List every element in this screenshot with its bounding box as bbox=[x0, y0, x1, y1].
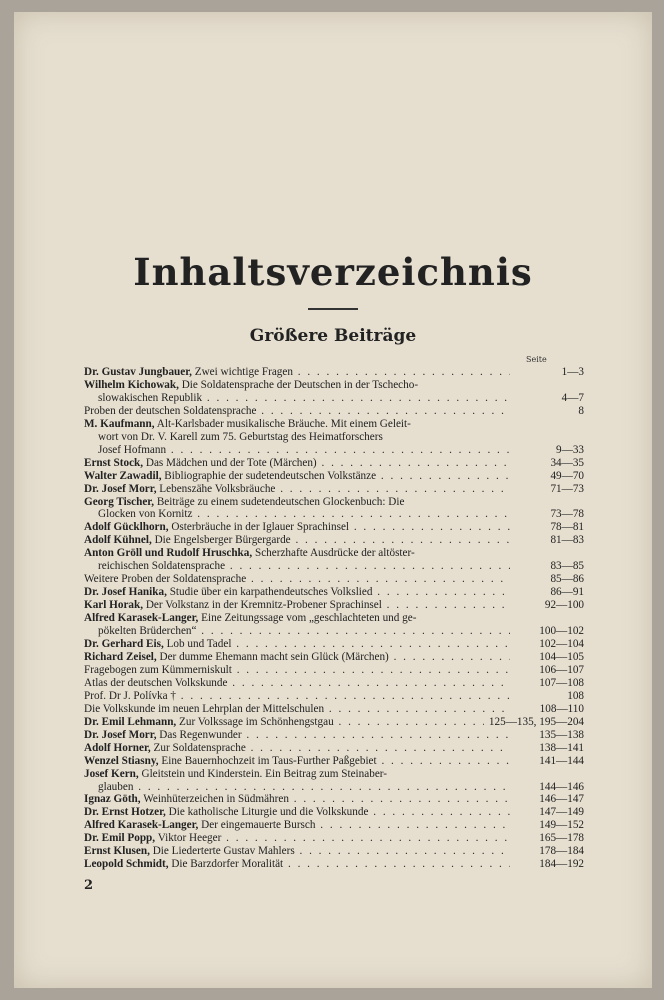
toc-entry-pages: 144—146 bbox=[539, 780, 584, 793]
toc-entry-line bbox=[84, 573, 510, 586]
toc-entry-title: Die Volkskunde im neuen Lehrplan der Mittelschulen bbox=[84, 702, 325, 715]
toc-entry-author: Dr. Emil Lehmann, bbox=[84, 715, 177, 728]
toc-entry-line bbox=[84, 664, 510, 677]
toc-entry-title: Die Engelsberger Bürgergarde bbox=[154, 534, 291, 547]
toc-entry-line bbox=[84, 521, 510, 534]
toc-entry-author: Ernst Stock, bbox=[84, 456, 144, 469]
toc-entry-line bbox=[84, 599, 510, 612]
toc-entry-line bbox=[84, 845, 510, 858]
toc-entry-author: Richard Zeisel, bbox=[84, 650, 157, 663]
toc-entry-text bbox=[84, 470, 510, 483]
toc-entry-pages: 34—35 bbox=[550, 456, 584, 469]
toc-entry-line bbox=[84, 768, 510, 781]
toc-entry-title: Zur Soldatensprache bbox=[153, 741, 246, 754]
toc-entry-text bbox=[84, 638, 510, 651]
toc-entry-pages: 141—144 bbox=[539, 754, 584, 767]
toc-entry bbox=[84, 729, 584, 742]
title-divider bbox=[308, 308, 358, 310]
toc-entry-text bbox=[84, 379, 510, 405]
toc-entry-text bbox=[84, 496, 510, 522]
toc-entry-text bbox=[84, 599, 510, 612]
toc-entry-title: Das Regenwunder bbox=[159, 728, 242, 741]
toc-entry-pages: 184—192 bbox=[539, 858, 584, 871]
toc-entry-title: Der dumme Ehemann macht sein Glück (Märchen) bbox=[159, 650, 389, 663]
toc-entry-title: Die katholische Liturgie und die Volkskunde bbox=[168, 806, 369, 819]
toc-entry-text bbox=[84, 742, 510, 755]
toc-entry-title: Lob und Tadel bbox=[166, 638, 232, 651]
toc-entry-title: Lebenszähe Volksbräuche bbox=[159, 482, 276, 495]
toc-entry-pages: 102—104 bbox=[539, 638, 584, 651]
toc-entry-author: Anton Gröll und Rudolf Hruschka, bbox=[84, 547, 253, 560]
toc-entry-title: glauben bbox=[98, 780, 134, 793]
toc-entry-line bbox=[84, 781, 510, 794]
toc-entry bbox=[84, 651, 584, 664]
toc-entry-title: wort von Dr. V. Karell zum 75. Geburtstag des Heimatforschers bbox=[98, 430, 383, 443]
toc-entry bbox=[84, 742, 584, 755]
toc-entry-title: Weinhüterzeichen in Südmähren bbox=[143, 793, 289, 806]
toc-entry-text bbox=[84, 755, 510, 768]
page-title: Inhaltsverzeichnis bbox=[133, 250, 533, 294]
toc-entry-text bbox=[84, 716, 484, 729]
page-number: 2 bbox=[84, 878, 94, 893]
toc-entry-author: Karl Horak, bbox=[84, 599, 144, 612]
toc-entry-line bbox=[84, 431, 510, 444]
toc-entry-author: Adolf Kühnel, bbox=[84, 534, 152, 547]
toc-entry-line bbox=[84, 651, 510, 664]
toc-entry-title: Das Mädchen und der Tote (Märchen) bbox=[145, 456, 317, 469]
toc-entry-author: Adolf Horner, bbox=[84, 741, 151, 754]
toc-entry-pages: 146—147 bbox=[539, 793, 584, 806]
toc-entry-author: Josef Kern, bbox=[84, 767, 139, 780]
toc-entry bbox=[84, 858, 584, 871]
toc-entry bbox=[84, 366, 584, 379]
toc-entry-line bbox=[84, 729, 510, 742]
toc-entry-author: Wenzel Stiasny, bbox=[84, 754, 159, 767]
toc-entry bbox=[84, 677, 584, 690]
toc-entry-line bbox=[84, 496, 510, 509]
toc-entry-line bbox=[84, 470, 510, 483]
toc-entry-text bbox=[84, 703, 510, 716]
toc-entry-author: M. Kaufmann, bbox=[84, 417, 155, 430]
toc-entry-line bbox=[84, 638, 510, 651]
toc-entry-pages: 1—3 bbox=[561, 366, 584, 378]
toc-entry-author: Ernst Klusen, bbox=[84, 845, 150, 858]
toc-entry-text bbox=[84, 586, 510, 599]
toc-entry-title: pökelten Brüderchen“ bbox=[98, 625, 197, 638]
toc-entry-title: Gleitstein und Kinderstein. Ein Beitrag zum Steinaber- bbox=[141, 767, 388, 780]
toc-entry-text bbox=[84, 806, 510, 819]
toc-entry-text bbox=[84, 418, 510, 457]
toc-entry-pages: 9—33 bbox=[556, 443, 584, 456]
toc-entry-line bbox=[84, 508, 510, 521]
toc-entry-line bbox=[84, 858, 510, 871]
toc-entry-line bbox=[84, 547, 510, 560]
toc-entry-pages: 4—7 bbox=[561, 391, 584, 404]
toc-entry-text bbox=[84, 664, 510, 677]
toc-entry-pages: 92—100 bbox=[544, 599, 584, 612]
toc-entry bbox=[84, 806, 584, 819]
toc-entry-text bbox=[84, 483, 510, 496]
toc-entry-pages: 78—81 bbox=[550, 521, 584, 534]
toc-entry-line bbox=[84, 366, 510, 379]
toc-entry-line bbox=[84, 716, 484, 729]
toc-entry bbox=[84, 547, 584, 573]
toc-entry bbox=[84, 379, 584, 405]
toc-entry-pages: 135—138 bbox=[539, 728, 584, 741]
toc-entry-title: Alt-Karlsbader musikalische Bräuche. Mit einem Geleit- bbox=[156, 417, 411, 430]
toc-entry-author: Dr. Josef Hanika, bbox=[84, 586, 167, 599]
toc-entry-title: Fragebogen zum Kümmerniskult bbox=[84, 663, 232, 676]
toc-entry-title: Die Soldatensprache der Deutschen in der Tschecho- bbox=[181, 378, 419, 391]
toc-entry bbox=[84, 832, 584, 845]
toc-entry-title: Bibliographie der sudetendeutschen Volkstänze bbox=[164, 469, 377, 482]
toc-entry-title: reichischen Soldatensprache bbox=[98, 560, 226, 573]
toc-entry-text bbox=[84, 793, 510, 806]
toc-entry-text bbox=[84, 405, 510, 418]
toc-entry-title: Der eingemauerte Bursch bbox=[201, 819, 316, 832]
toc-entry-title: Studie über ein karpathendeutsches Volkslied bbox=[169, 586, 373, 599]
toc-entry-text bbox=[84, 845, 510, 858]
toc-entry-line bbox=[84, 625, 510, 638]
toc-entry-line bbox=[84, 379, 510, 392]
toc-entry-pages: 107—108 bbox=[539, 676, 584, 689]
toc-entry bbox=[84, 457, 584, 470]
toc-entry-title: Atlas der deutschen Volkskunde bbox=[84, 676, 228, 689]
toc-entry-title: Viktor Heeger bbox=[157, 832, 222, 845]
toc-entry-line bbox=[84, 534, 510, 547]
toc-entry-text bbox=[84, 768, 510, 794]
toc-entry-text bbox=[84, 651, 510, 664]
toc-entry-pages: 125—135, 195—204 bbox=[488, 715, 584, 728]
toc-entry bbox=[84, 716, 584, 729]
toc-entry-pages: 178—184 bbox=[539, 845, 584, 858]
toc-entry-line bbox=[84, 755, 510, 768]
toc-entry-line bbox=[84, 832, 510, 845]
toc-entry-line bbox=[84, 444, 510, 457]
toc-entry-title: Zwei wichtige Fragen bbox=[194, 366, 293, 378]
toc-entry-line bbox=[84, 612, 510, 625]
toc-entry-pages: 100—102 bbox=[539, 625, 584, 638]
toc-entry bbox=[84, 819, 584, 832]
toc-entry-text bbox=[84, 521, 510, 534]
toc-entry bbox=[84, 755, 584, 768]
toc-entry-title: Eine Bauernhochzeit im Taus-Further Paßgebiet bbox=[161, 754, 377, 767]
toc-entry bbox=[84, 483, 584, 496]
toc-entry bbox=[84, 418, 584, 457]
toc-entry bbox=[84, 703, 584, 716]
toc-entry-author: Dr. Ernst Hotzer, bbox=[84, 806, 166, 819]
toc-entry bbox=[84, 496, 584, 522]
toc-entry-author: Ignaz Göth, bbox=[84, 793, 141, 806]
toc-entry bbox=[84, 612, 584, 638]
toc-entry bbox=[84, 573, 584, 586]
toc-entry bbox=[84, 690, 584, 703]
toc-entry-text bbox=[84, 457, 510, 470]
toc-entry-author: Walter Zawadil, bbox=[84, 469, 162, 482]
toc-entry-title: Der Volkstanz in der Kremnitz-Probener Sprachinsel bbox=[145, 599, 382, 612]
toc-entry-author: Alfred Karasek-Langer, bbox=[84, 612, 199, 625]
toc-entry-pages: 147—149 bbox=[539, 806, 584, 819]
section-heading: Größere Beiträge bbox=[249, 326, 417, 346]
toc-entry-line bbox=[84, 793, 510, 806]
toc-entry-author: Dr. Josef Morr, bbox=[84, 482, 157, 495]
toc-entry-title: Die Barzdorfer Moralität bbox=[171, 858, 284, 871]
toc-entry-text bbox=[84, 534, 510, 547]
toc-entry-pages: 108—110 bbox=[539, 702, 584, 715]
toc-entry-pages: 108 bbox=[567, 689, 584, 702]
toc-entry-title: Weitere Proben der Soldatensprache bbox=[84, 573, 247, 586]
toc-entry-line bbox=[84, 703, 510, 716]
toc-entry-pages: 8 bbox=[578, 404, 584, 417]
page-column-label: Seite bbox=[526, 355, 547, 364]
toc-entry-author: Dr. Emil Popp, bbox=[84, 832, 156, 845]
toc-entry-author: Alfred Karasek-Langer, bbox=[84, 819, 199, 832]
toc-entry-author: Dr. Josef Morr, bbox=[84, 728, 157, 741]
toc-entry bbox=[84, 768, 584, 794]
toc-entry-author: Adolf Gücklhorn, bbox=[84, 521, 169, 534]
toc-entry bbox=[84, 470, 584, 483]
toc-entry-line bbox=[84, 418, 510, 431]
toc-entry-pages: 73—78 bbox=[550, 508, 584, 521]
toc-entry-pages: 149—152 bbox=[539, 819, 584, 832]
toc-entry-title: Prof. Dr J. Polívka † bbox=[84, 689, 176, 702]
toc-entry bbox=[84, 638, 584, 651]
toc-entry-title: Proben der deutschen Soldatensprache bbox=[84, 404, 257, 417]
toc-entry-pages: 81—83 bbox=[550, 534, 584, 547]
toc-entry-title: Scherzhafte Ausdrücke der altöster- bbox=[254, 547, 415, 560]
toc-entry-pages: 138—141 bbox=[539, 741, 584, 754]
toc-entry-author: Dr. Gerhard Eis, bbox=[84, 638, 164, 651]
toc-entry bbox=[84, 599, 584, 612]
toc-entry-line bbox=[84, 819, 510, 832]
toc-entry-line bbox=[84, 392, 510, 405]
toc-entry-pages: 71—73 bbox=[550, 482, 584, 495]
toc-entry-title: slowakischen Republik bbox=[98, 391, 203, 404]
toc-entry bbox=[84, 405, 584, 418]
table-of-contents bbox=[84, 366, 584, 871]
toc-entry-text bbox=[84, 832, 510, 845]
toc-entry-author: Leopold Schmidt, bbox=[84, 858, 169, 871]
toc-entry-line bbox=[84, 405, 510, 418]
toc-entry-title: Zur Volkssage im Schönhengstgau bbox=[179, 715, 334, 728]
toc-entry-line bbox=[84, 677, 510, 690]
toc-entry-line bbox=[84, 690, 510, 703]
toc-entry-text bbox=[84, 573, 510, 586]
toc-entry-pages: 106—107 bbox=[539, 663, 584, 676]
toc-entry-title: Eine Zeitungssage vom „geschlachteten und ge- bbox=[201, 612, 417, 625]
toc-entry-pages: 86—91 bbox=[550, 586, 584, 599]
toc-entry-text bbox=[84, 690, 510, 703]
toc-entry-line bbox=[84, 742, 510, 755]
toc-entry-text bbox=[84, 547, 510, 573]
toc-entry-title: Beiträge zu einem sudetendeutschen Glockenbuch: Die bbox=[156, 495, 405, 508]
toc-entry-pages: 104—105 bbox=[539, 650, 584, 663]
toc-entry-text bbox=[84, 677, 510, 690]
toc-entry-pages: 165—178 bbox=[539, 832, 584, 845]
toc-entry-text bbox=[84, 819, 510, 832]
toc-entry-author: Georg Tischer, bbox=[84, 495, 155, 508]
toc-entry bbox=[84, 521, 584, 534]
toc-entry-pages: 49—70 bbox=[550, 469, 584, 482]
toc-entry bbox=[84, 586, 584, 599]
toc-entry-text bbox=[84, 729, 510, 742]
toc-entry-text bbox=[84, 612, 510, 638]
toc-entry bbox=[84, 664, 584, 677]
toc-entry-title: Osterbräuche in der Iglauer Sprachinsel bbox=[171, 521, 350, 534]
toc-entry-author: Wilhelm Kichowak, bbox=[84, 378, 179, 391]
toc-entry-pages: 83—85 bbox=[550, 560, 584, 573]
toc-entry-author: Dr. Gustav Jungbauer, bbox=[84, 366, 192, 378]
toc-entry-text bbox=[84, 366, 510, 379]
toc-entry-text bbox=[84, 858, 510, 871]
toc-entry bbox=[84, 534, 584, 547]
toc-entry-line bbox=[84, 483, 510, 496]
toc-entry bbox=[84, 793, 584, 806]
toc-entry-title: Die Liederterte Gustav Mahlers bbox=[152, 845, 295, 858]
toc-entry-line bbox=[84, 457, 510, 470]
toc-entry-line bbox=[84, 806, 510, 819]
toc-entry-pages: 85—86 bbox=[550, 573, 584, 586]
document-page bbox=[14, 12, 652, 988]
toc-entry-line bbox=[84, 586, 510, 599]
toc-entry-title: Glocken von Kornitz bbox=[98, 508, 193, 521]
toc-entry bbox=[84, 845, 584, 858]
toc-entry-title: Josef Hofmann bbox=[98, 443, 167, 456]
toc-entry-line bbox=[84, 560, 510, 573]
